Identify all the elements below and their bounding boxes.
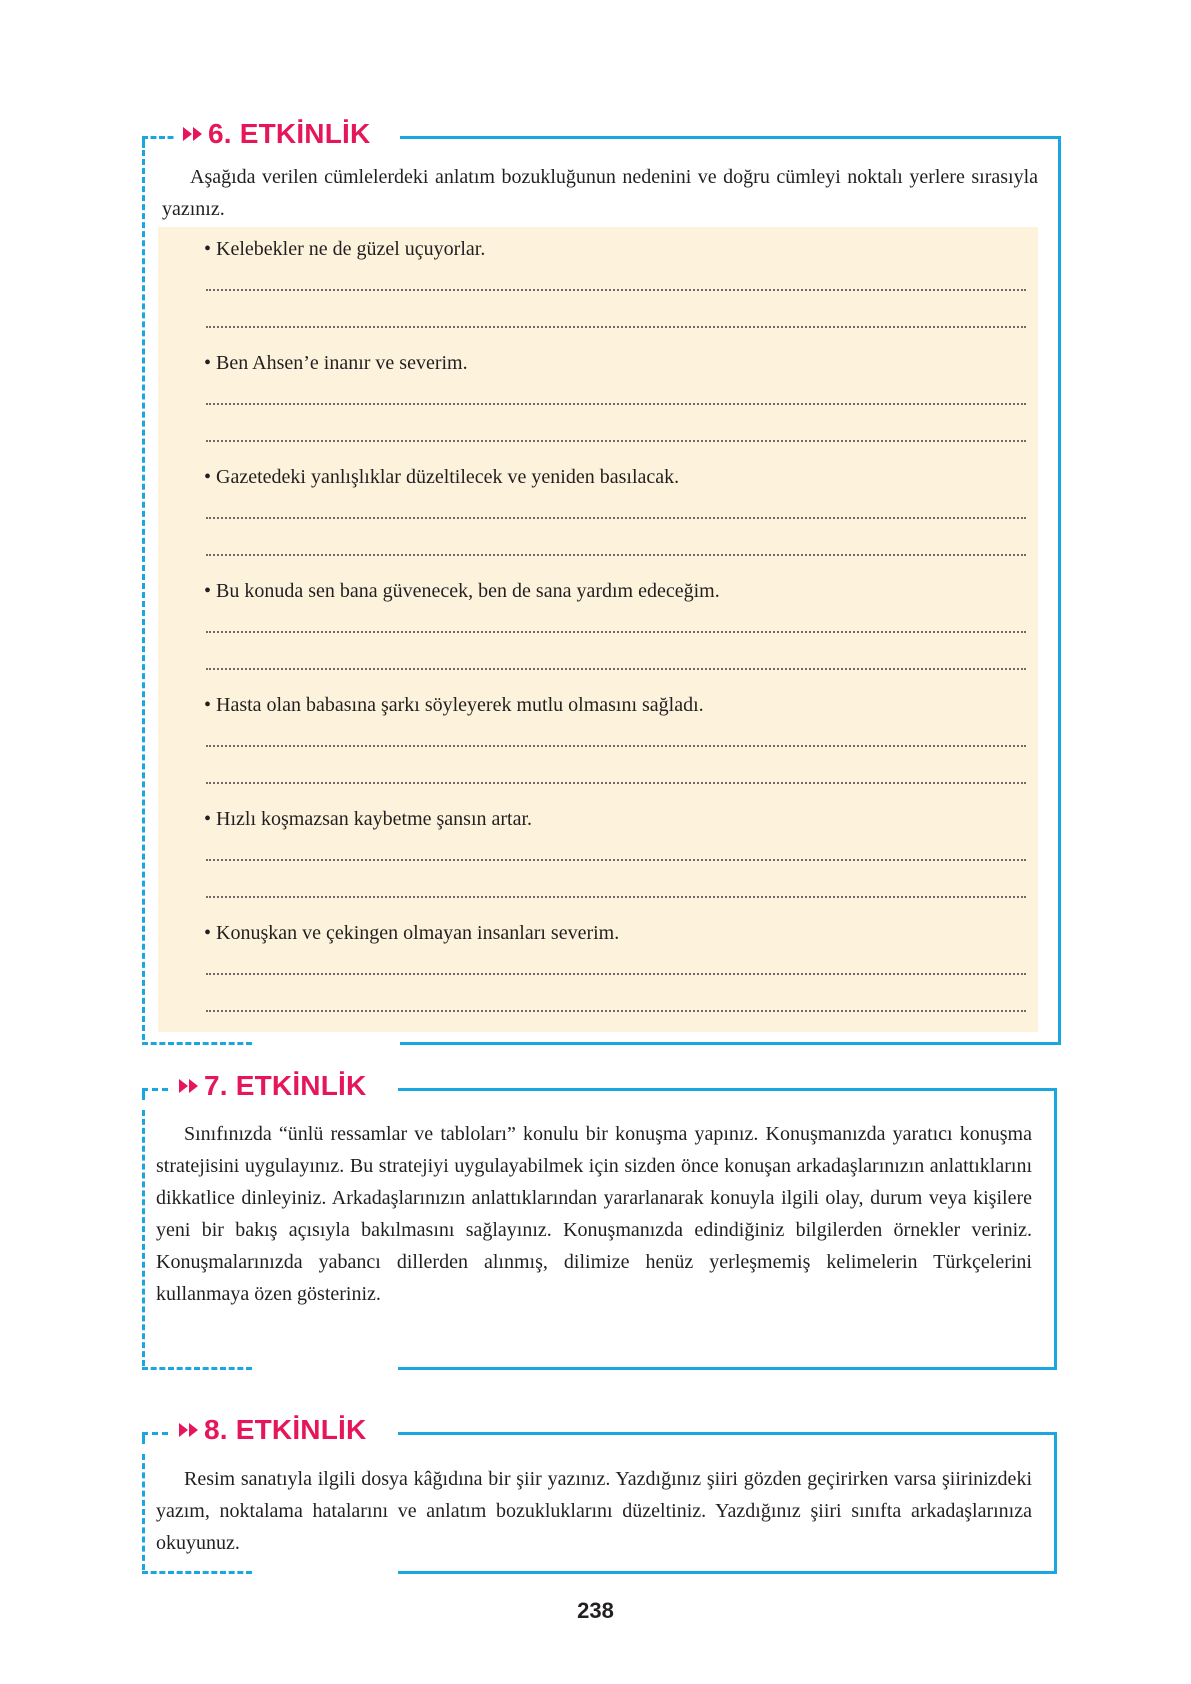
activity-8-header xyxy=(172,1414,376,1446)
frame-dash-bottom xyxy=(142,1367,252,1370)
answer-line[interactable] xyxy=(206,973,1026,975)
activity-8-title: 8. ETKİNLİK xyxy=(204,1414,367,1445)
item-text: • Bu konuda sen bana güvenecek, ben de sana yardım edeceğim. xyxy=(204,580,720,602)
answer-box xyxy=(158,227,1038,1032)
answer-line[interactable] xyxy=(206,554,1026,556)
activity-8-text: Resim sanatıyla ilgili dosya kâğıdına bir şiir yazınız. Yazdığınız şiiri gözden geçirirken varsa şiirinizdeki yazım, noktalama hatalarını ve anlatım bozukluklarını düzeltiniz. Yazdığınız şiiri sınıfta arkadaşlarınıza okuyunuz. xyxy=(156,1468,1032,1554)
activity-7-text: Sınıfınızda “ünlü ressamlar ve tabloları” konulu bir konuşma yapınız. Konuşmanızda yaratıcı konuşma stratejisini uygulayınız. Bu stratejiyi uygulayabilmek için sizden önce konuşan arkadaşlarınızın anlattıklarını dikkatlice dinleyiniz. Arkadaşlarınızın anlattıklarından yararlanarak konuyla ilgili olay, durum veya kişilere yeni bir bakış açısıyla bakılmasını sağlayınız. Konuşmanızda edindiğiniz bilgilerden örnekler veriniz. Konuşmalarınızda yabancı dillerden alınmış, dilimize henüz yerleşmemiş kelimelerin Türkçelerini kullanmaya özen gösteriniz. xyxy=(156,1123,1032,1305)
activity-6-header xyxy=(176,118,380,150)
item-text: • Konuşkan ve çekingen olmayan insanları severim. xyxy=(204,922,620,944)
item-sentence: Bu konuda sen bana güvenecek, ben de sana yardım edeceğim. xyxy=(216,580,720,602)
item-text: • Gazetedeki yanlışlıklar düzeltilecek ve yeniden basılacak. xyxy=(204,466,680,488)
item-sentence: Kelebekler ne de güzel uçuyorlar. xyxy=(216,238,486,260)
double-play-icon xyxy=(178,1077,200,1095)
item-sentence: Konuşkan ve çekingen olmayan insanları severim. xyxy=(216,922,620,944)
answer-line[interactable] xyxy=(206,289,1026,291)
item-text: • Hızlı koşmazsan kaybetme şansın artar. xyxy=(204,808,533,830)
double-play-icon xyxy=(178,1421,200,1439)
item-sentence: Ben Ahsen’e inanır ve severim. xyxy=(216,352,468,374)
activity-7-title: 7. ETKİNLİK xyxy=(204,1070,367,1101)
item-sentence: Hızlı koşmazsan kaybetme şansın artar. xyxy=(216,808,533,830)
answer-line[interactable] xyxy=(206,782,1026,784)
page-number: 238 xyxy=(577,1598,614,1623)
frame-dash-left xyxy=(142,1110,145,1366)
frame-dash-left xyxy=(142,150,145,1040)
answer-line[interactable] xyxy=(206,1010,1026,1012)
answer-line[interactable] xyxy=(206,896,1026,898)
item-sentence: Gazetedeki yanlışlıklar düzeltilecek ve yeniden basılacak. xyxy=(216,466,680,488)
item-text: • Ben Ahsen’e inanır ve severim. xyxy=(204,352,468,374)
answer-line[interactable] xyxy=(206,326,1026,328)
item-text: • Hasta olan babasına şarkı söyleyerek mutlu olmasını sağladı. xyxy=(204,694,704,716)
item-sentence: Hasta olan babasına şarkı söyleyerek mutlu olmasını sağladı. xyxy=(216,694,704,716)
answer-line[interactable] xyxy=(206,745,1026,747)
activity-6-instruction: Aşağıda verilen cümlelerdeki anlatım bozukluğunun nedenini ve doğru cümleyi noktalı yerlere sırasıyla yazınız. xyxy=(162,166,1038,220)
double-play-icon xyxy=(182,125,204,143)
item-text: • Kelebekler ne de güzel uçuyorlar. xyxy=(204,238,486,260)
frame-dash-bottom xyxy=(142,1571,252,1574)
activity-7-header xyxy=(172,1070,376,1102)
answer-line[interactable] xyxy=(206,859,1026,861)
activity-6-title: 6. ETKİNLİK xyxy=(208,118,371,149)
answer-line[interactable] xyxy=(206,517,1026,519)
answer-line[interactable] xyxy=(206,403,1026,405)
answer-line[interactable] xyxy=(206,440,1026,442)
frame-dash-bottom xyxy=(142,1042,252,1045)
answer-line[interactable] xyxy=(206,631,1026,633)
frame-dash-left xyxy=(142,1454,145,1570)
answer-line[interactable] xyxy=(206,668,1026,670)
